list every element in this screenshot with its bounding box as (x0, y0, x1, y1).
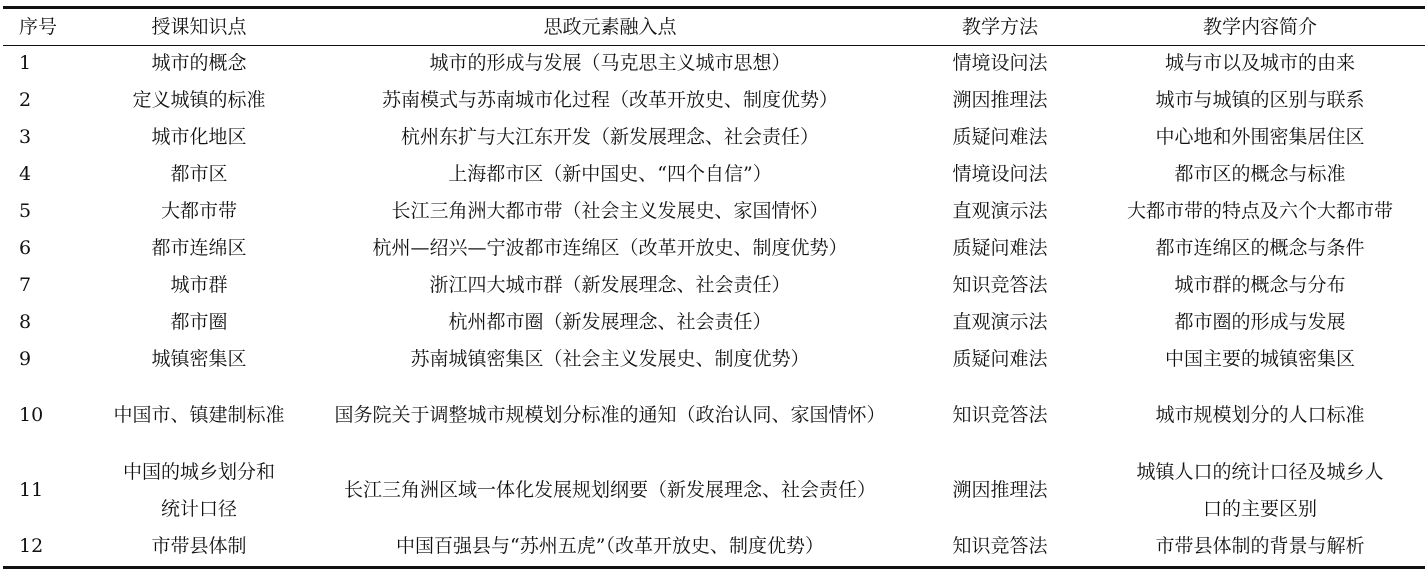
content-summary: 中国主要的城镇密集区 (1164, 348, 1355, 370)
teaching-method: 直观演示法 (952, 311, 1048, 333)
ideology-element: 杭州都市圈（新发展理念、社会责任） (448, 311, 772, 333)
table-row (3, 230, 1425, 267)
table-row (3, 528, 1425, 565)
row-index: 12 (19, 535, 44, 557)
ideology-element: 浙江四大城市群（新发展理念、社会责任） (429, 274, 791, 296)
knowledge-point: 市带县体制 (151, 535, 247, 557)
teaching-method: 情境设问法 (952, 52, 1048, 74)
content-summary: 都市连绵区的概念与条件 (1155, 237, 1365, 259)
bottom-rule (3, 566, 1425, 569)
knowledge-point: 中国市、镇建制标准 (113, 404, 285, 426)
table-row (3, 267, 1425, 304)
table-row (3, 156, 1425, 193)
content-summary: 市带县体制的背景与解析 (1155, 535, 1365, 557)
row-index: 10 (19, 404, 44, 426)
ideology-element: 苏南模式与苏南城市化过程（改革开放史、制度优势） (381, 89, 838, 111)
teaching-method: 溯因推理法 (952, 479, 1048, 501)
content-summary: 中心地和外围密集居住区 (1155, 126, 1365, 148)
ideology-element: 苏南城镇密集区（社会主义发展史、制度优势） (410, 348, 810, 370)
row-index: 11 (19, 479, 44, 501)
knowledge-point: 城市的概念 (151, 52, 247, 74)
content-summary: 城镇人口的统计口径及城乡人口的主要区别 (1136, 460, 1384, 520)
knowledge-point: 城镇密集区 (151, 348, 247, 370)
teaching-method: 知识竞答法 (952, 274, 1048, 296)
ideology-element: 杭州东扩与大江东开发（新发展理念、社会责任） (400, 126, 819, 148)
row-index: 6 (19, 237, 32, 259)
ideology-element: 中国百强县与“苏州五虎”（改革开放史、制度优势） (396, 535, 824, 557)
header-teaching-method: 教学方法 (961, 15, 1038, 38)
row-index: 5 (19, 200, 32, 222)
course-table (3, 9, 1425, 565)
content-summary: 都市区的概念与标准 (1174, 163, 1346, 185)
knowledge-point: 城市化地区 (151, 126, 247, 148)
row-index: 1 (19, 52, 32, 74)
row-index: 4 (19, 163, 32, 185)
header-ideology-element: 思政元素融入点 (543, 15, 677, 38)
knowledge-point: 城市群 (170, 274, 228, 296)
teaching-method: 情境设问法 (952, 163, 1048, 185)
teaching-method: 质疑问难法 (952, 237, 1048, 259)
ideology-element: 长江三角洲大都市带（社会主义发展史、家国情怀） (391, 200, 829, 222)
knowledge-point: 定义城镇的标准 (132, 89, 266, 111)
row-index: 8 (19, 311, 32, 333)
content-summary: 大都市带的特点及六个大都市带 (1126, 200, 1393, 222)
table-row (3, 378, 1425, 453)
table-row (3, 119, 1425, 156)
ideology-element: 城市的形成与发展（马克思主义城市思想） (429, 52, 791, 74)
ideology-element: 杭州—绍兴—宁波都市连绵区（改革开放史、制度优势） (372, 237, 848, 259)
knowledge-point: 大都市带 (160, 200, 237, 222)
header-index: 序号 (19, 15, 58, 38)
row-index: 3 (19, 126, 32, 148)
table-row (3, 193, 1425, 230)
ideology-element: 上海都市区（新中国史、“四个自信”） (448, 163, 772, 185)
row-index: 2 (19, 89, 32, 111)
header-row (3, 9, 1425, 45)
teaching-method: 直观演示法 (952, 200, 1048, 222)
knowledge-point: 中国的城乡划分和统计口径 (123, 460, 276, 520)
content-summary: 城市与城镇的区别与联系 (1155, 89, 1365, 111)
table-row (3, 341, 1425, 378)
content-summary: 城市群的概念与分布 (1174, 274, 1346, 296)
knowledge-point: 都市圈 (170, 311, 228, 333)
row-index: 9 (19, 348, 32, 370)
teaching-method: 质疑问难法 (952, 348, 1048, 370)
table-row (3, 82, 1425, 119)
knowledge-point: 都市连绵区 (151, 237, 247, 259)
teaching-method: 溯因推理法 (952, 89, 1048, 111)
teaching-method: 知识竞答法 (952, 535, 1048, 557)
table-row (3, 304, 1425, 341)
ideology-element: 长江三角洲区域一体化发展规划纲要（新发展理念、社会责任） (343, 479, 876, 501)
content-summary: 城与市以及城市的由来 (1164, 52, 1355, 74)
header-knowledge-point: 授课知识点 (151, 15, 247, 38)
header-content-summary: 教学内容简介 (1202, 15, 1317, 38)
table-row (3, 453, 1425, 528)
knowledge-point: 都市区 (170, 163, 228, 185)
teaching-method: 质疑问难法 (952, 126, 1048, 148)
content-summary: 城市规模划分的人口标准 (1155, 404, 1365, 426)
table-row (3, 45, 1425, 82)
content-summary: 都市圈的形成与发展 (1174, 311, 1346, 333)
row-index: 7 (19, 274, 32, 296)
ideology-element: 国务院关于调整城市规模划分标准的通知（政治认同、家国情怀） (334, 404, 886, 426)
teaching-method: 知识竞答法 (952, 404, 1048, 426)
